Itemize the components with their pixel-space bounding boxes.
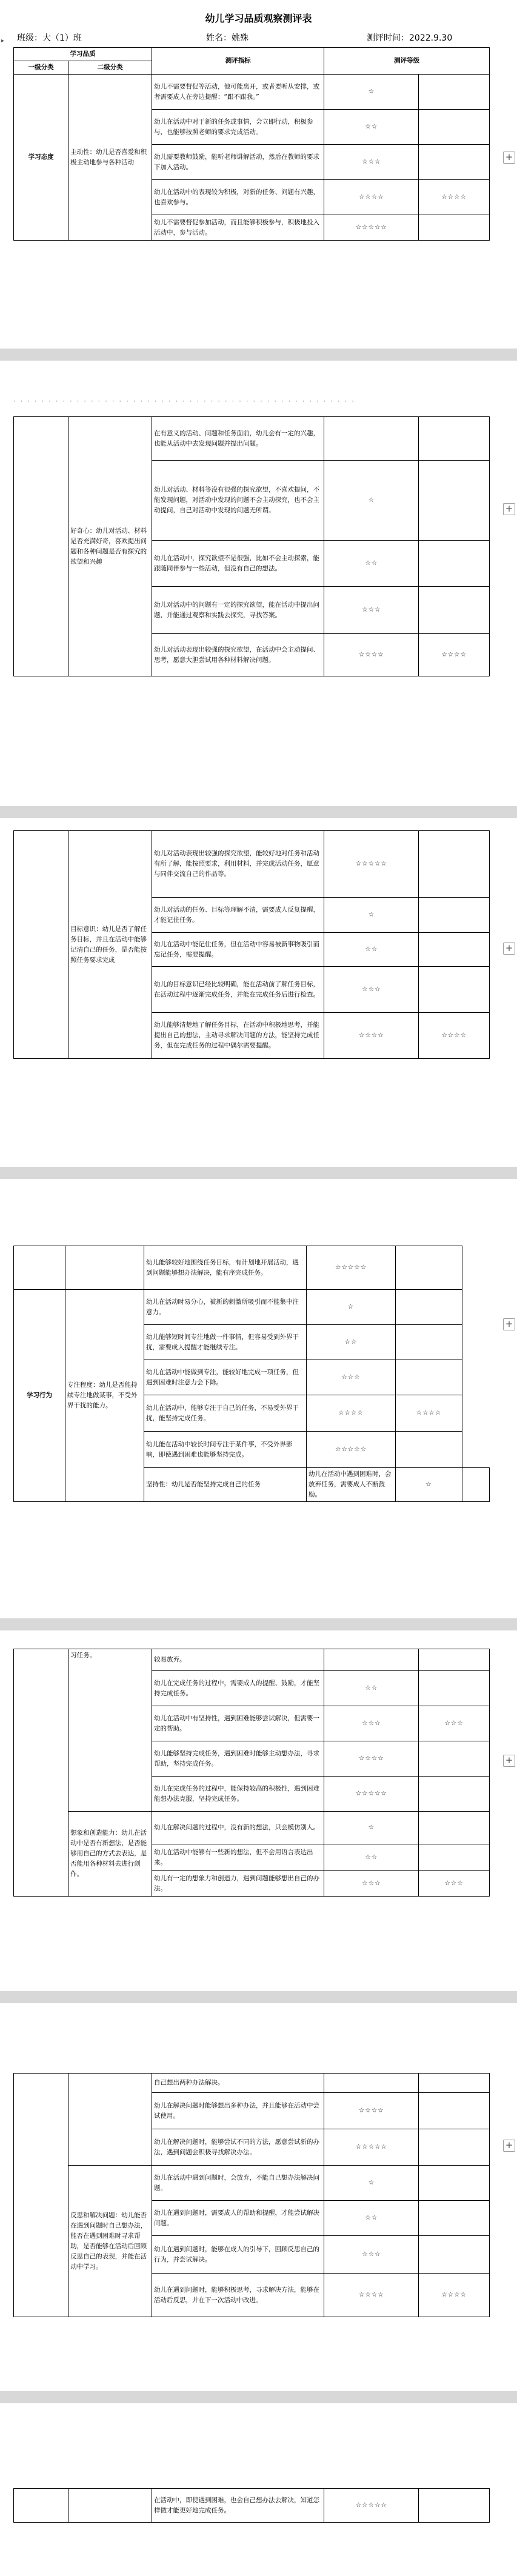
indicator-text: 幼儿能够短时间专注地做一件事情，但容易受到外界干扰，需要成人提醒才能继续专注。 xyxy=(144,1325,307,1360)
assessment-table-persistence xyxy=(13,1649,490,1897)
subcategory-persistence-cont: 习任务。 xyxy=(68,1649,152,1812)
indicator-text: 幼儿能够较好地围绕任务目标，有计划地开展活动，遇到问题能够想办法解决，能有序完成任务。 xyxy=(144,1246,307,1290)
page-3 xyxy=(0,818,517,1167)
rating-stars: ☆ xyxy=(324,898,419,933)
indicator-text: 幼儿能在活动中较长时间专注于某件事，不受外界影响，即使遇到困难也能够坚持完成。 xyxy=(144,1432,307,1468)
rating-stars: ☆☆ xyxy=(324,2201,419,2236)
rating-stars: ☆☆☆☆☆ xyxy=(307,1246,396,1290)
page-1 xyxy=(0,0,517,349)
rating-stars: ☆☆☆☆ xyxy=(324,634,419,676)
subcategory-focus: 专注程度：幼儿是否能持续专注地做某事，不受外界干扰的能力。 xyxy=(65,1290,144,1502)
selected-rating: ☆☆☆☆ xyxy=(419,180,490,215)
indicator-text: 幼儿不需要督促等活动，他可能离开，或者要听从安排，或者需要成人在旁边提醒：“跟不跟我。” xyxy=(152,75,324,110)
class-label: 班级：大（1）班 xyxy=(17,33,82,43)
indicator-text: 在有意义的活动、问题和任务面前，幼儿会有一定的兴趣，也能从活动中去发现问题并提出问题。 xyxy=(152,417,324,461)
header-indicator: 测评指标 xyxy=(152,48,324,75)
selected-rating: ☆☆☆☆ xyxy=(419,2274,490,2317)
rating-stars: ☆☆☆☆ xyxy=(307,1395,396,1432)
indicator-text: 幼儿能够清楚地了解任务目标，在活动中积极地思考，并能提出自己的想法，主动寻求解决问题的方法，能坚持完成任务，但在完成任务的过程中偶尔需要提醒。 xyxy=(152,1013,324,1059)
rating-stars: ☆☆☆ xyxy=(324,1871,419,1897)
rating-stars: ☆☆☆☆ xyxy=(324,2093,419,2129)
indicator-text: 幼儿对活动的任务、目标等理解不清，需要成人反复提醒，才能记住任务。 xyxy=(152,898,324,933)
rating-stars: ☆☆☆ xyxy=(324,587,419,634)
indicator-text: 幼儿不需要督促参加活动，而且能够积极参与，积极地投入活动中，参与活动。 xyxy=(152,215,324,241)
selected-rating: ☆☆☆☆ xyxy=(419,1013,490,1059)
page-5 xyxy=(0,1630,517,1991)
header-quality: 学习品质 xyxy=(14,48,152,61)
indicator-text: 幼儿在活动中对于新的任务或事情，会立即行动，积极参与，也能够按照老师的要求完成活动。 xyxy=(152,110,324,145)
indicator-text: 幼儿在解决问题时，能够尝试不同的方法，愿意尝试新的办法，遇到问题会积极寻找解决办法。 xyxy=(152,2129,324,2166)
indicator-text: 较易放弃。 xyxy=(152,1649,324,1671)
page-separator xyxy=(0,349,517,361)
rating-stars: ☆☆ xyxy=(324,1844,419,1871)
assessment-table-final xyxy=(13,2488,490,2523)
indicator-text: 幼儿在活动中能记住任务，但在活动中容易被新事物吸引而忘记任务，需要提醒。 xyxy=(152,933,324,967)
indicator-text: 幼儿有一定的想象力和创造力，遇到问题能够想出自己的办法。 xyxy=(152,1871,324,1897)
subcategory-goal: 目标意识：幼儿是否了解任务目标，并且在活动中能够记清自己的任务，是否能按照任务要求完成 xyxy=(68,831,152,1059)
rating-stars: ☆ xyxy=(324,75,419,110)
add-row-button[interactable]: + xyxy=(503,1318,515,1330)
indicator-text: 幼儿对活动、材料等没有很强的探究欲望，不喜欢提问，不能发现问题，对活动中发现的问题不会主动探究，也不会主动提问，自己对活动中发现的问题无所谓。 xyxy=(152,461,324,541)
selected-rating: ☆☆☆☆ xyxy=(396,1395,462,1432)
rating-stars: ☆☆ xyxy=(324,1671,419,1706)
indicator-text: 幼儿对活动中的问题有一定的探究欲望，能在活动中提出问题，并能通过观察和实践去探究，寻找答案。 xyxy=(152,587,324,634)
tab-marker: ▸ xyxy=(1,38,5,44)
rating-stars: ☆ xyxy=(396,1468,462,1502)
page-separator xyxy=(0,806,517,818)
add-row-button[interactable]: + xyxy=(503,943,515,955)
subcategory-imagination: 想象和创造能力：幼儿在活动中是否有新想法，是否能够用自己的方式去表达，是否能用各种材料去进行创作。 xyxy=(68,1812,152,1897)
indicator-text: 幼儿在活动中的表现较为积极，对新的任务、问题有兴趣，也喜欢参与。 xyxy=(152,180,324,215)
header-rating: 测评等级 xyxy=(324,48,490,75)
assessment-table xyxy=(13,47,490,241)
rating-stars: ☆☆☆☆☆ xyxy=(324,831,419,898)
page-2 xyxy=(0,361,517,806)
indicator-text: 幼儿在完成任务的过程中，需要成人的提醒、鼓励，才能坚持完成任务。 xyxy=(152,1671,324,1706)
add-row-button[interactable]: + xyxy=(503,152,515,164)
rating-stars: ☆☆☆☆☆ xyxy=(324,215,419,241)
indicator-text: 幼儿需要教师鼓励，能听老师讲解活动，然后在教师的要求下加入活动。 xyxy=(152,145,324,180)
rating-stars: ☆☆ xyxy=(307,1325,396,1360)
page-margin-dots: · · · · · · · · · · · · · · · · · · · · · · · · · · · · · · · · · · · · · · · · · · · · · · · · · xyxy=(13,397,356,405)
indicator-text: 幼儿在解决问题时能够想出多种办法，并且能够在活动中尝试使用。 xyxy=(152,2093,324,2129)
rating-stars: ☆☆☆ xyxy=(324,2236,419,2274)
subcategory-solving: 反思和解决问题：幼儿能否在遇到问题时自己想办法，能否在遇到困难时寻求帮助，是否能够在活动后回顾反思自己的表现，并能在活动中学习。 xyxy=(68,2166,152,2317)
indicator-text: 幼儿在活动时易分心，被新的刺激所吸引而不能集中注意力。 xyxy=(144,1290,307,1325)
add-row-button[interactable]: + xyxy=(503,503,515,515)
rating-stars: ☆☆☆ xyxy=(324,967,419,1013)
rating-stars: ☆☆☆ xyxy=(324,1706,419,1741)
indicator-text: 幼儿能够坚持完成任务，遇到困难时能够主动想办法，寻求帮助，坚持完成任务。 xyxy=(152,1741,324,1777)
indicator-text: 幼儿在活动中能做到专注，能较好地完成一项任务，但遇到困难时注意力会下降。 xyxy=(144,1360,307,1395)
indicator-text: 幼儿在遇到问题时，能够积极思考，寻求解决方法，能够在活动后反思，并在下一次活动中改进。 xyxy=(152,2274,324,2317)
page-7 xyxy=(0,2403,517,2576)
indicator-text: 幼儿在活动中遇到困难时，会放弃任务，需要成人不断鼓励。 xyxy=(307,1468,396,1502)
rating-stars: ☆☆☆☆☆ xyxy=(324,2489,419,2523)
rating-stars: ☆☆ xyxy=(324,541,419,587)
page-separator xyxy=(0,1167,517,1179)
indicator-text: 幼儿在遇到问题时，需要成人的帮助和提醒，才能尝试解决问题。 xyxy=(152,2201,324,2236)
page-separator xyxy=(0,1991,517,2003)
page-separator xyxy=(0,1618,517,1630)
add-row-button[interactable]: + xyxy=(503,2140,515,2152)
category-study-behavior: 学习行为 xyxy=(14,1290,65,1502)
rating-stars: ☆ xyxy=(324,2166,419,2201)
rating-stars: ☆☆☆ xyxy=(324,145,419,180)
rating-stars: ☆☆☆☆ xyxy=(324,180,419,215)
selected-rating: ☆☆☆☆ xyxy=(419,634,490,676)
indicator-text: 自己想出两种办法解决。 xyxy=(152,2074,324,2093)
indicator-text: 幼儿在完成任务的过程中，能保持较高的积极性，遇到困难能想办法克服，坚持完成任务。 xyxy=(152,1777,324,1812)
indicator-text: 幼儿在解决问题的过程中，没有新的想法，只会模仿别人。 xyxy=(152,1812,324,1844)
subcategory-initiative: 主动性：幼儿是否喜爱和积极主动地参与各种活动 xyxy=(68,75,152,241)
indicator-text: 在活动中，即使遇到困难，也会自己想办法去解决，知道怎样做才能更好地完成任务。 xyxy=(152,2489,324,2523)
indicator-text: 幼儿在遇到问题时，能够在成人的引导下，回顾反思自己的行为，并尝试解决。 xyxy=(152,2236,324,2274)
rating-stars: ☆ xyxy=(324,1812,419,1844)
page-title: 幼儿学习品质观察测评表 xyxy=(205,13,312,24)
selected-rating: ☆☆☆ xyxy=(419,1871,490,1897)
indicator-text: 幼儿在活动中，能够专注于自己的任务，不易受外界干扰，能坚持完成任务。 xyxy=(144,1395,307,1432)
assessment-date: 测评时间：2022.9.30 xyxy=(367,33,453,43)
indicator-text: 幼儿在活动中，探究欲望不是很强，比如不会主动探索，能跟随同伴参与一些活动，但没有自己的想法。 xyxy=(152,541,324,587)
assessment-table-curiosity xyxy=(13,416,490,676)
indicator-text: 幼儿对活动表现出较强的探究欲望，能较好地对任务和活动有所了解，能按照要求，利用材料，并完成活动任务，愿意与同伴交流自己的作品等。 xyxy=(152,831,324,898)
rating-stars: ☆☆☆☆☆ xyxy=(324,2129,419,2166)
rating-stars: ☆☆ xyxy=(324,933,419,967)
rating-stars: ☆☆☆☆ xyxy=(324,1013,419,1059)
subcategory-persistence: 坚持性：幼儿是否能坚持完成自己的任务 xyxy=(144,1468,307,1502)
assessment-table-behavior xyxy=(13,1246,490,1502)
rating-stars: ☆☆☆☆☆ xyxy=(324,1777,419,1812)
page-4 xyxy=(0,1179,517,1618)
rating-stars: ☆☆☆☆ xyxy=(324,2274,419,2317)
page-6 xyxy=(0,2003,517,2391)
student-name: 姓名：姚殊 xyxy=(206,33,248,43)
header-level2: 二级分类 xyxy=(68,61,152,75)
indicator-text: 幼儿在活动中能够有一些新的想法，但不会用语言表达出来。 xyxy=(152,1844,324,1871)
indicator-text: 幼儿的目标意识已经比较明确，能在活动前了解任务目标，在活动过程中逐渐完成任务，并能在完成任务后进行检查。 xyxy=(152,967,324,1013)
rating-stars: ☆☆☆☆☆ xyxy=(307,1432,396,1468)
assessment-table-solving xyxy=(13,2073,490,2317)
rating-stars: ☆☆ xyxy=(324,110,419,145)
indicator-text: 幼儿对活动表现出较强的探究欲望，在活动中会主动提问、思考，愿意大胆尝试用各种材料解决问题。 xyxy=(152,634,324,676)
rating-stars: ☆☆☆☆ xyxy=(324,1741,419,1777)
header-level1: 一级分类 xyxy=(14,61,68,75)
category-study-attitude: 学习态度 xyxy=(14,75,68,241)
indicator-text: 幼儿在活动中遇到问题时，会放弃，不能自己想办法解决问题。 xyxy=(152,2166,324,2201)
rating-stars: ☆ xyxy=(324,461,419,541)
page-separator xyxy=(0,2391,517,2403)
assessment-table-goal xyxy=(13,830,490,1059)
indicator-text: 幼儿在活动中有坚持性，遇到困难能够尝试解决，但需要一定的帮助。 xyxy=(152,1706,324,1741)
rating-stars: ☆☆☆ xyxy=(307,1360,396,1395)
subcategory-curiosity: 好奇心：幼儿对活动、材料是否充满好奇，喜欢提出问题和各种问题是否有探究的欲望和兴趣 xyxy=(68,417,152,676)
selected-rating: ☆☆☆ xyxy=(419,1706,490,1741)
add-row-button[interactable]: + xyxy=(503,1755,515,1767)
rating-stars: ☆ xyxy=(307,1290,396,1325)
